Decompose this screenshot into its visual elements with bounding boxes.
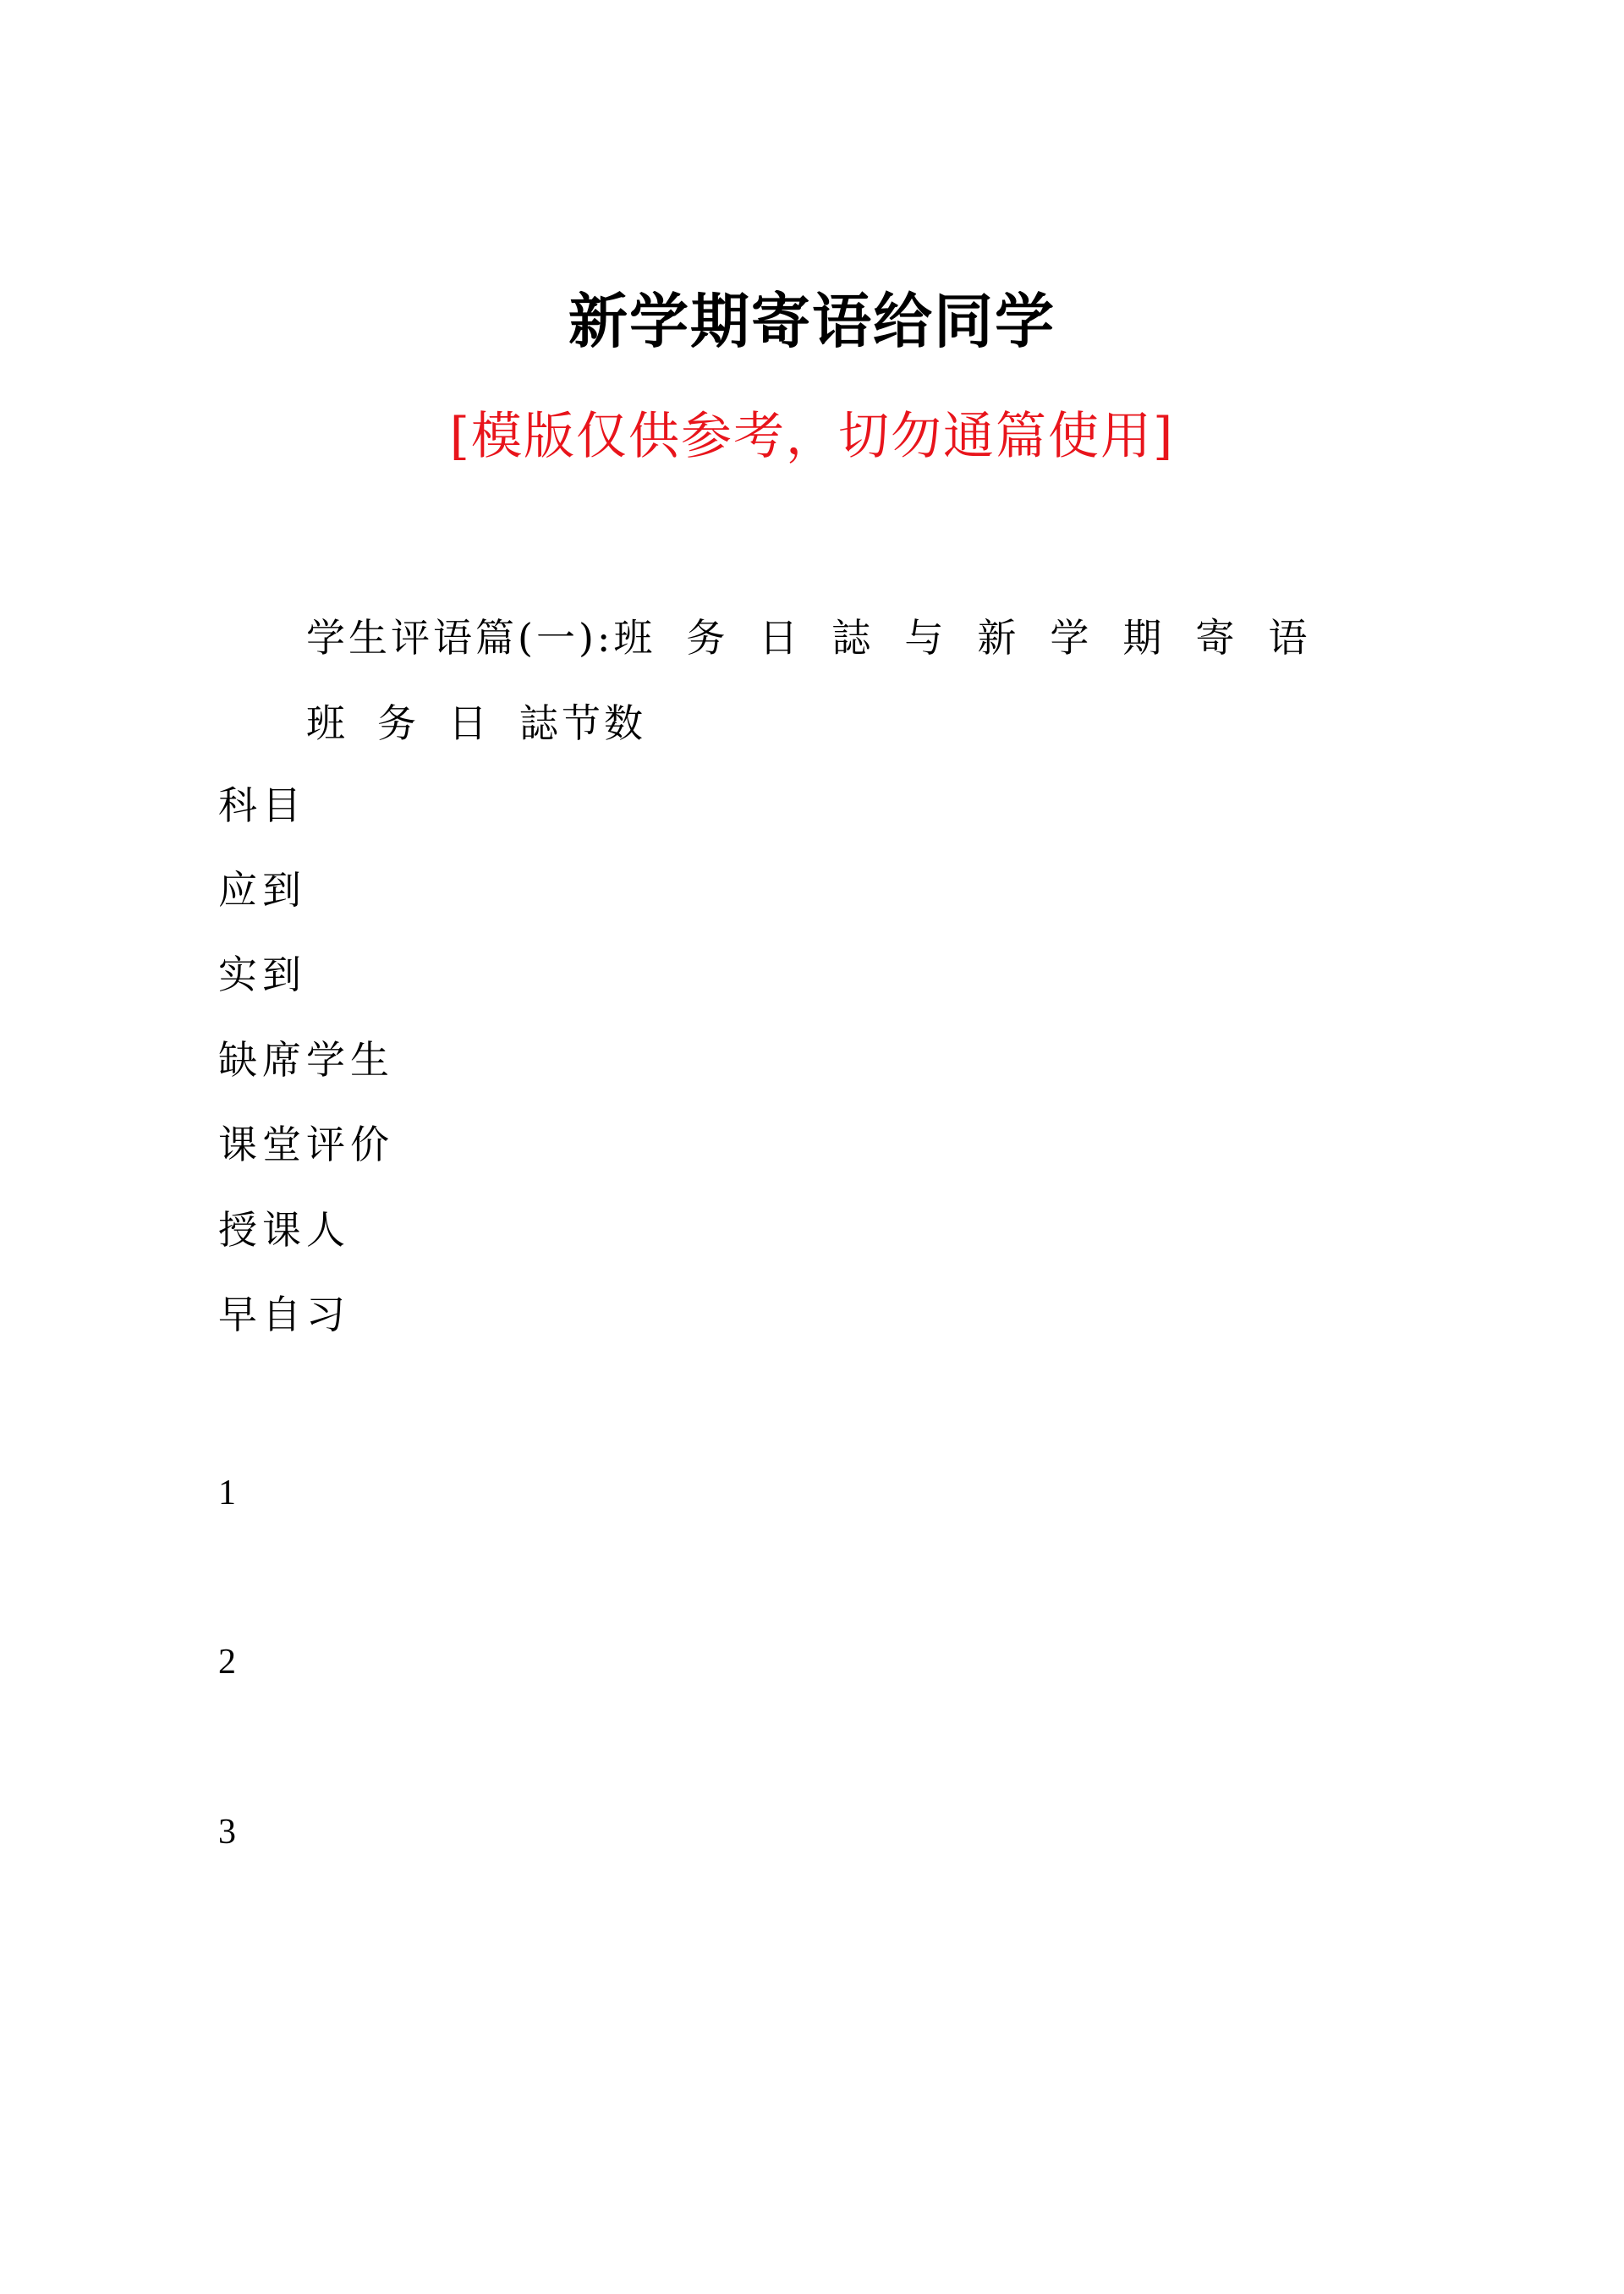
class-log-subheading-suffix: 誌节数 — [519, 700, 646, 746]
section-heading-spaced: 班务日誌与新学期寄 — [613, 615, 1269, 661]
class-log-subheading — [306, 700, 646, 747]
label-subject: 科目 — [218, 782, 306, 828]
section-heading-suffix: 语 — [1268, 615, 1311, 661]
period-number-2: 2 — [218, 1643, 236, 1682]
class-log-subheading-spaced: 班务日 — [306, 700, 519, 746]
label-expected-attendance: 应到 — [218, 867, 306, 913]
label-teacher: 授课人 — [218, 1207, 350, 1253]
section-heading — [306, 615, 1310, 661]
page-title: 新学期寄语给同学 — [568, 286, 1056, 356]
label-class-evaluation: 课堂评价 — [218, 1122, 394, 1167]
template-notice: [模版仅供参考，切勿通篇使用] — [449, 407, 1175, 466]
period-number-1: 1 — [218, 1474, 236, 1512]
label-absent-students: 缺席学生 — [218, 1037, 394, 1083]
label-morning-study: 早自习 — [218, 1292, 350, 1337]
label-actual-attendance: 实到 — [218, 952, 306, 997]
period-number-3: 3 — [218, 1813, 236, 1852]
section-heading-prefix: 学生评语篇(一): — [306, 615, 614, 661]
